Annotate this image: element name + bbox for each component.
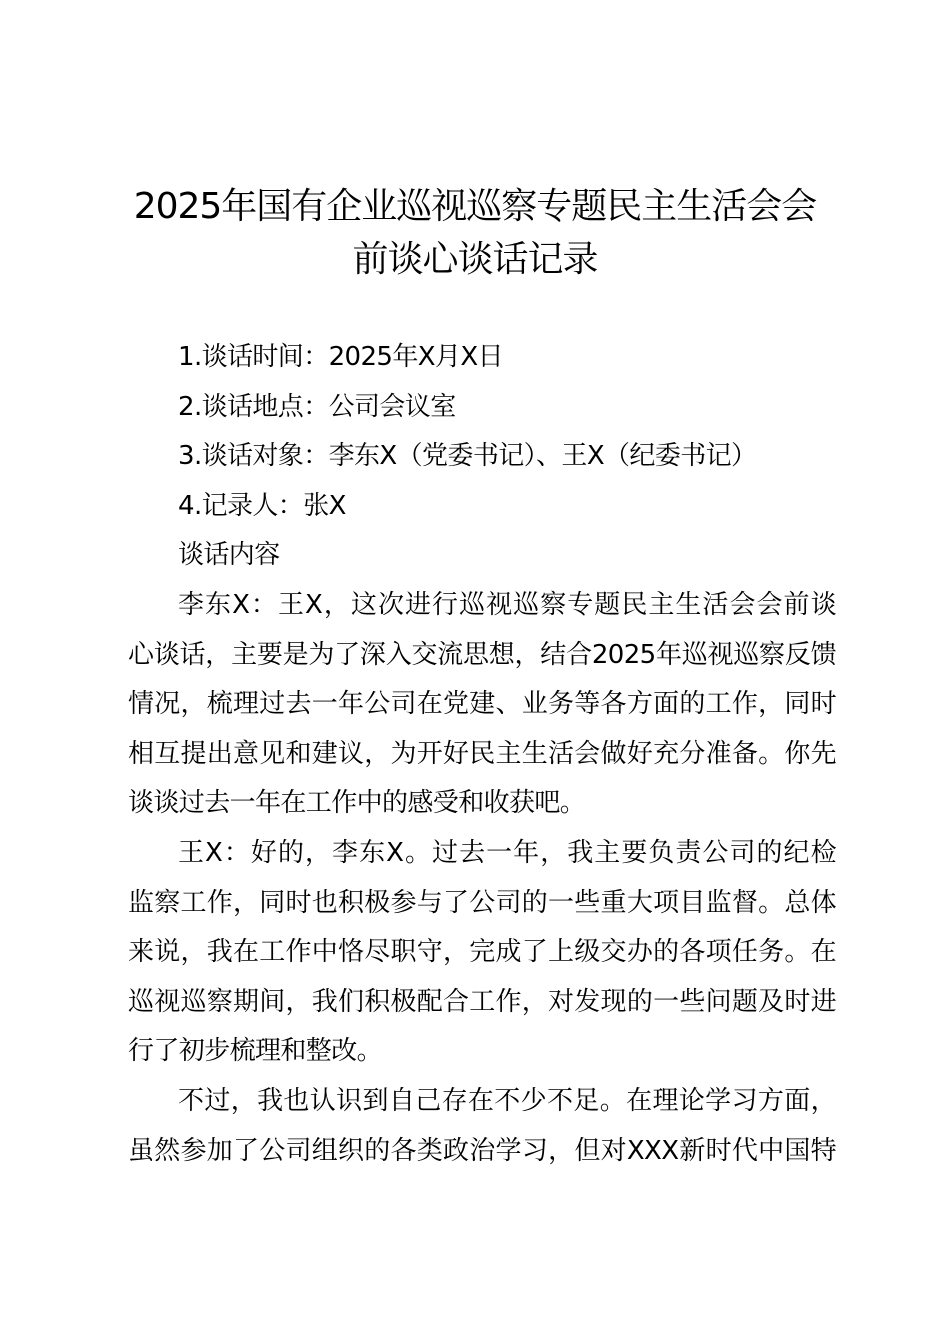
paragraph-line: 行了初步梳理和整改。 <box>128 1036 383 1067</box>
paragraph-line: 王X：好的，李东X。过去一年，我主要负责公司的纪检 <box>178 837 836 868</box>
paragraph-line: 虽然参加了公司组织的各类政治学习，但对XXX新时代中国特 <box>128 1135 836 1166</box>
meta-participants: 3.谈话对象：李东X（党委书记）、王X（纪委书记） <box>178 441 757 472</box>
paragraph-line: 心谈话，主要是为了深入交流思想，结合2025年巡视巡察反馈 <box>128 639 836 670</box>
section-heading: 谈话内容 <box>178 540 280 571</box>
title-line-2: 前谈心谈话记录 <box>352 239 598 280</box>
meta-recorder: 4.记录人：张X <box>178 490 346 521</box>
paragraph-line: 谈谈过去一年在工作中的感受和收获吧。 <box>128 788 586 819</box>
document-title <box>90 180 860 286</box>
paragraph-line: 来说，我在工作中恪尽职守，完成了上级交办的各项任务。在 <box>128 937 836 968</box>
paragraph-2 <box>128 829 836 1077</box>
paragraph-line: 相互提出意见和建议，为开好民主生活会做好充分准备。你先 <box>128 738 836 769</box>
paragraph-line: 不过，我也认识到自己存在不少不足。在理论学习方面， <box>178 1085 836 1116</box>
paragraph-line: 情况，梳理过去一年公司在党建、业务等各方面的工作，同时 <box>128 689 836 720</box>
paragraph-3 <box>128 1077 836 1176</box>
document-body <box>128 333 836 1176</box>
meta-time: 1.谈话时间：2025年X月X日 <box>178 342 503 372</box>
meta-location: 2.谈话地点：公司会议室 <box>178 391 456 422</box>
paragraph-line: 监察工作，同时也积极参与了公司的一些重大项目监督。总体 <box>128 887 836 918</box>
paragraph-line: 巡视巡察期间，我们积极配合工作，对发现的一些问题及时进 <box>128 986 836 1017</box>
paragraph-1 <box>128 581 836 829</box>
paragraph-line: 李东X：王X，这次进行巡视巡察专题民主生活会会前谈 <box>178 589 836 620</box>
title-line-1: 2025年国有企业巡视巡察专题民主生活会会 <box>133 186 817 227</box>
